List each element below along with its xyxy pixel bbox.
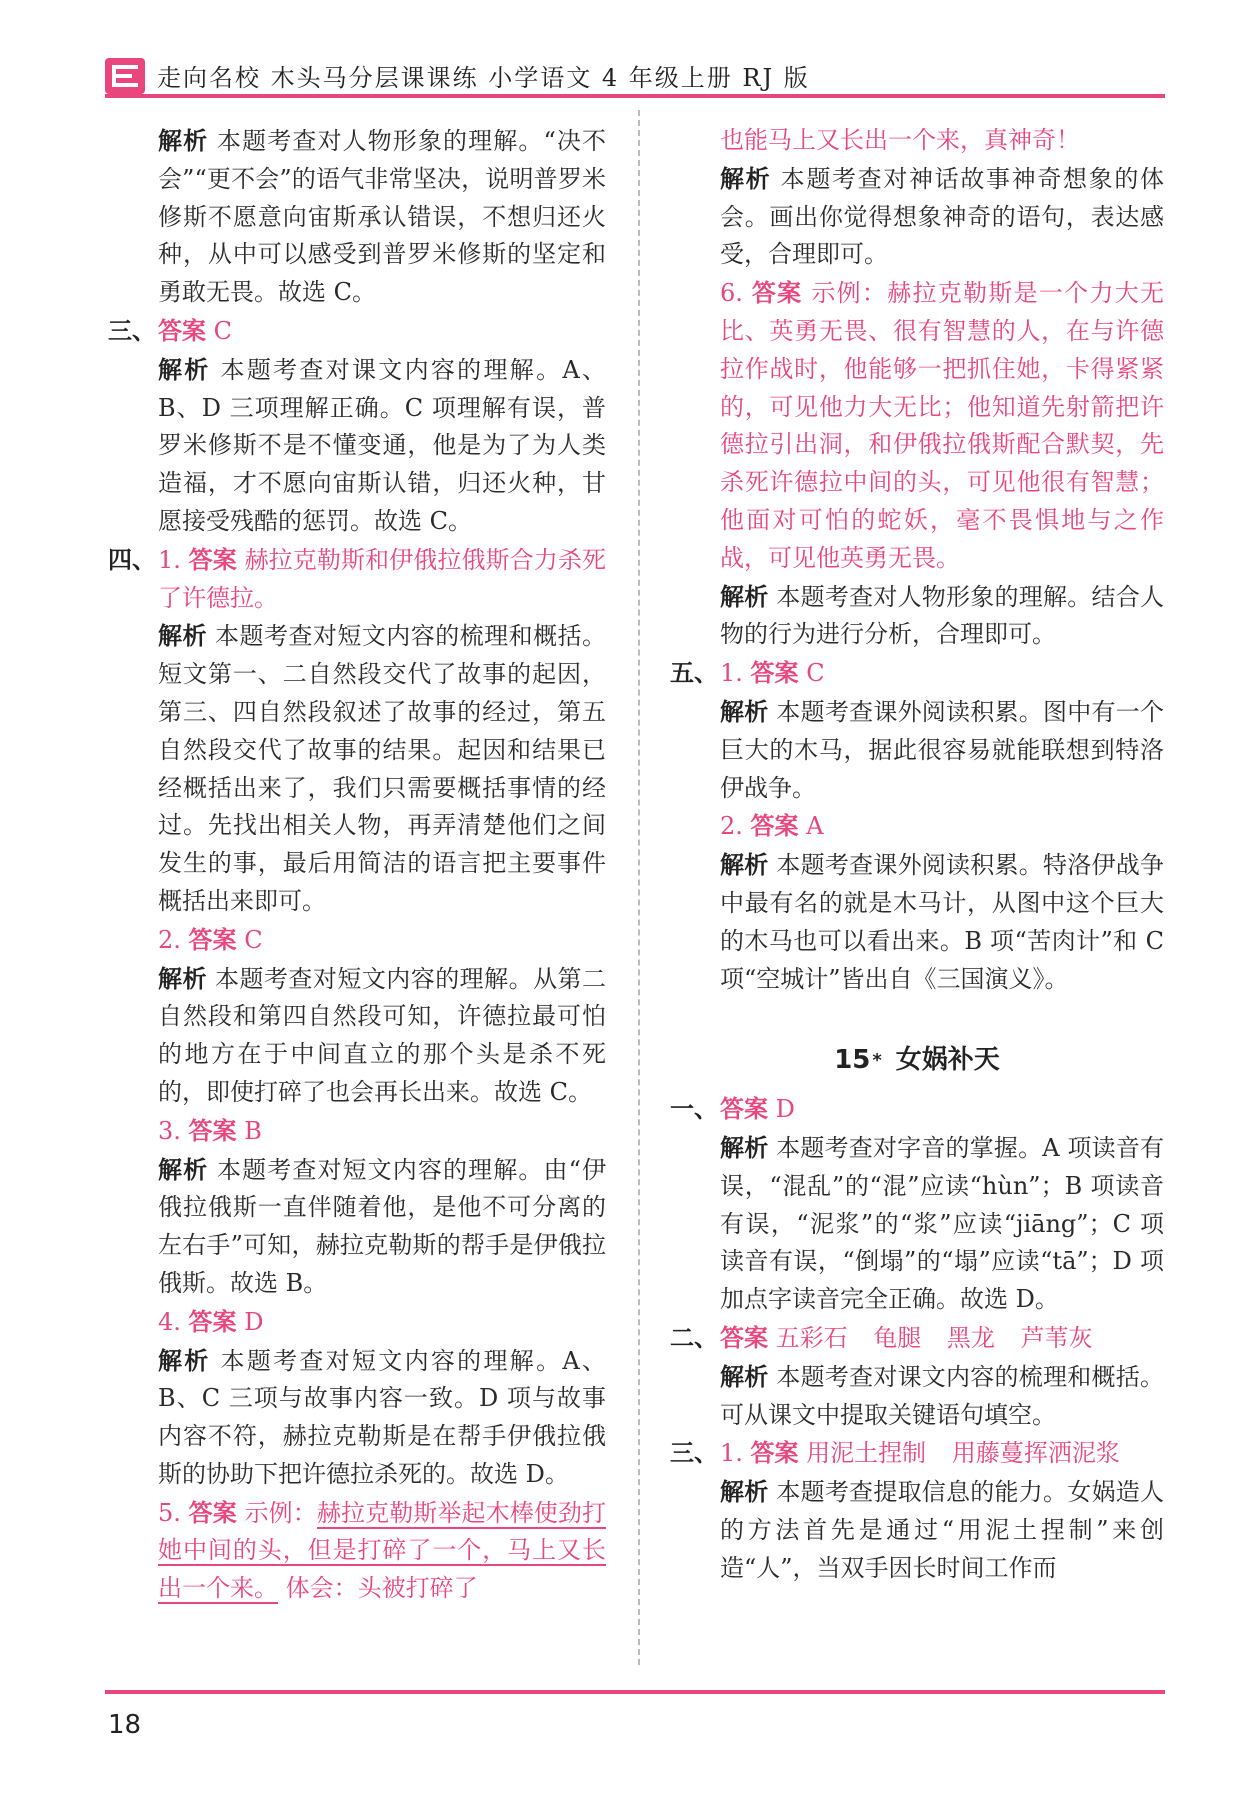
section-label: 三、 <box>108 315 156 345</box>
explanation-text: 本题考查对人物形象的理解。结合人物的行为进行分析，合理即可。 <box>720 582 1164 649</box>
explanation-label: 解析 <box>720 581 769 611</box>
answer-label: 答案 <box>720 1094 768 1124</box>
explanation-label: 解析 <box>720 1361 769 1391</box>
answer-label: 答案 <box>188 1306 237 1336</box>
explanation-text: 本题考查对短文内容的理解。从第二自然段和第四自然段可知，许德拉最可怕的地方在于中间直立的那个头是杀不死的，即使打碎了也会再长出来。故选 C。 <box>158 964 606 1106</box>
answer-word: 龟腿 <box>873 1323 922 1352</box>
book-logo-icon <box>105 58 145 94</box>
answer-text: D <box>244 1307 264 1336</box>
answer-label: 答案 <box>188 544 237 574</box>
lesson-number: 15 <box>834 1045 871 1076</box>
explanation-text: 本题考查对字音的掌握。A 项读音有误，“混乱”的“混”应读“hùn”；B 项读音有误，“泥浆”的“浆”应读“jiāng”；C 项读音有误，“倒塌”的“塌”应读“tā”；D 项加点字读音完全正确。故选 D。 <box>720 1133 1165 1314</box>
section-label: 一、 <box>670 1094 718 1124</box>
question-2-explanation <box>158 960 606 1112</box>
question-1-explanation <box>158 617 606 920</box>
answer-text: 示例：赫拉克勒斯是一个力大无比、英勇无畏、很有智慧的人，在与许德拉作战时，他能够一把抓住她，卡得紧紧的，可见他力大无比；他知道先射箭把许德拉引出洞，和伊俄拉俄斯配合默契，先杀死许德拉中间的头，可见他很有智慧；他面对可怕的蛇妖，毫不畏惧地与之作战，可见他英勇无畏。 <box>720 279 1165 572</box>
question-number: 2. <box>158 925 181 954</box>
explanation-label: 解析 <box>158 354 211 384</box>
answer-label: 答案 <box>750 1438 799 1468</box>
question-number: 2. <box>720 812 743 841</box>
page-header <box>105 50 1165 100</box>
section-label: 二、 <box>670 1322 718 1352</box>
explanation-label: 解析 <box>158 963 207 993</box>
answer-word: 黑龙 <box>946 1323 995 1352</box>
section-4 <box>108 541 606 1608</box>
question-1-explanation <box>720 693 1164 807</box>
explanation-text: 本题考查对课文内容的梳理和概括。可从课文中提取关键语句填空。 <box>720 1362 1164 1429</box>
explanation-text: 本题考查课外阅读积累。特洛伊战争中最有名的就是木马计，从图中这个巨大的木马也可以看出来。B 项“苦肉计”和 C 项“空城计”皆出自《三国演义》。 <box>720 851 1164 993</box>
explanation-label: 解析 <box>720 163 772 193</box>
answer-text: D <box>775 1095 795 1124</box>
explanation-text: 本题考查提取信息的能力。女娲造人的方法首先是通过“用泥土捏制”来创造“人”，当双手因长时间工作而 <box>720 1478 1164 1582</box>
explanation-block <box>108 122 606 312</box>
explanation-label: 解析 <box>720 1477 769 1507</box>
question-1 <box>720 654 1164 693</box>
page-number: 18 <box>108 1710 142 1740</box>
explanation-label: 解析 <box>720 850 769 880</box>
lesson-title <box>670 1042 1164 1080</box>
answer-word: 用泥土捏制 <box>806 1439 927 1468</box>
answer-text: 也能马上又长出一个来，真神奇！ <box>720 126 1080 154</box>
footer-rule <box>105 1690 1165 1694</box>
question-number: 1. <box>158 545 181 574</box>
answer-label: 答案 <box>751 278 803 308</box>
explanation-label: 解析 <box>158 1154 209 1184</box>
answer-text: A <box>806 812 824 841</box>
question-number: 1. <box>720 659 743 688</box>
explanation-text: 本题考查对神话故事神奇想象的体会。画出你觉得想象神奇的语句，表达感受，合理即可。 <box>720 164 1165 269</box>
question-6 <box>670 274 1164 654</box>
section-label: 三、 <box>670 1438 718 1468</box>
question-number: 3. <box>158 1116 181 1145</box>
answer-label: 答案 <box>750 811 799 841</box>
column-divider <box>638 110 640 1665</box>
answer-text: C <box>806 659 825 688</box>
explanation-label: 解析 <box>158 1345 211 1375</box>
answer-text: B <box>244 1116 262 1145</box>
section-5 <box>670 654 1164 998</box>
answer-text: 赫拉克勒斯和伊俄拉俄斯合力杀死了许德拉。 <box>158 545 606 612</box>
lesson-section-2 <box>670 1319 1164 1434</box>
explanation-text: 本题考查对短文内容的梳理和概括。短文第一、二自然段交代了故事的起因，第三、四自然段叙述了故事的经过，第五自然段交代了故事的结果。起因和结果已经概括出来了，我们只需要概括事情的经过。先找出相关人物，再弄清楚他们之间发生的事，最后用简洁的语言把主要事件概括出来即可。 <box>158 622 606 915</box>
question-2-explanation <box>720 846 1164 998</box>
lesson-section-3 <box>670 1434 1164 1587</box>
explanation-text: 本题考查对短文内容的理解。A、B、C 三项与故事内容一致。D 项与故事内容不符，赫拉克勒斯是在帮手伊俄拉俄斯的协助下把许德拉杀死的。故选 D。 <box>158 1346 606 1488</box>
question-number: 5. <box>158 1498 181 1527</box>
answer-label: 答案 <box>158 315 206 345</box>
answer-word: 芦苇灰 <box>1020 1323 1093 1352</box>
answer-word: 五彩石 <box>775 1323 848 1352</box>
question-1 <box>158 541 606 618</box>
right-column <box>670 122 1164 1587</box>
question-2 <box>720 807 1164 846</box>
question-number: 4. <box>158 1307 181 1336</box>
lesson-name: 女娲补天 <box>895 1045 1000 1076</box>
header-title: 走向名校 木头马分层课课练 小学语文 4 年级上册 RJ 版 <box>157 64 810 92</box>
question-5 <box>158 1494 606 1608</box>
question-4-explanation <box>158 1342 606 1494</box>
section-label: 五、 <box>670 658 718 688</box>
answer-label: 答案 <box>188 924 237 954</box>
question-4 <box>158 1303 606 1342</box>
question-number: 1. <box>720 1439 743 1468</box>
lesson-section-1 <box>670 1090 1164 1319</box>
left-column <box>108 122 606 1608</box>
answer-text: C <box>213 316 233 345</box>
question-2 <box>158 921 606 960</box>
answer-text: 体会：头被打碎了 <box>285 1574 478 1603</box>
explanation-label: 解析 <box>158 126 209 155</box>
answer-label: 答案 <box>750 658 799 688</box>
section-3 <box>108 312 606 541</box>
question-number: 6. <box>720 279 743 308</box>
answer-prefix: 示例： <box>244 1498 317 1527</box>
lesson-star: * <box>872 1050 882 1072</box>
explanation-text: 本题考查对人物形象的理解。“决不会”“更不会”的语气非常坚决，说明普罗米修斯不愿意向宙斯承认错误，不想归还火种，从中可以感受到普罗米修斯的坚定和勇敢无畏。故选 C。 <box>158 127 606 307</box>
question-5-continued <box>670 122 1164 274</box>
section-label: 四、 <box>108 544 156 574</box>
explanation-text: 本题考查对课文内容的理解。A、B、D 三项理解正确。C 项理解有误，普罗米修斯不是不懂变通，他是为了为人类造福，才不愿向宙斯认错，归还火种，甘愿接受残酷的惩罚。故选 C。 <box>158 355 606 535</box>
explanation-label: 解析 <box>720 696 769 726</box>
explanation-label: 解析 <box>720 1132 769 1162</box>
answer-label: 答案 <box>188 1115 237 1145</box>
answer-underlined-sentence: 赫拉克勒斯举起木棒使劲打她中间的头，但是打碎了一个，马上又长出一个来。 <box>158 1498 606 1603</box>
answer-label: 答案 <box>188 1497 237 1527</box>
question-3-explanation <box>158 1151 606 1303</box>
explanation-label: 解析 <box>158 621 207 651</box>
header-rule <box>105 94 1165 98</box>
answer-text: C <box>244 925 263 954</box>
explanation-text: 本题考查对短文内容的理解。由“伊俄拉俄斯一直伴随着他，是他不可分离的左右手”可知，赫拉克勒斯的帮手是伊俄拉俄斯。故选 B。 <box>158 1155 606 1297</box>
explanation-text: 本题考查课外阅读积累。图中有一个巨大的木马，据此很容易就能联想到特洛伊战争。 <box>720 697 1164 802</box>
question-3 <box>158 1112 606 1151</box>
answer-word: 用藤蔓挥洒泥浆 <box>951 1439 1120 1468</box>
answer-label: 答案 <box>720 1322 768 1352</box>
